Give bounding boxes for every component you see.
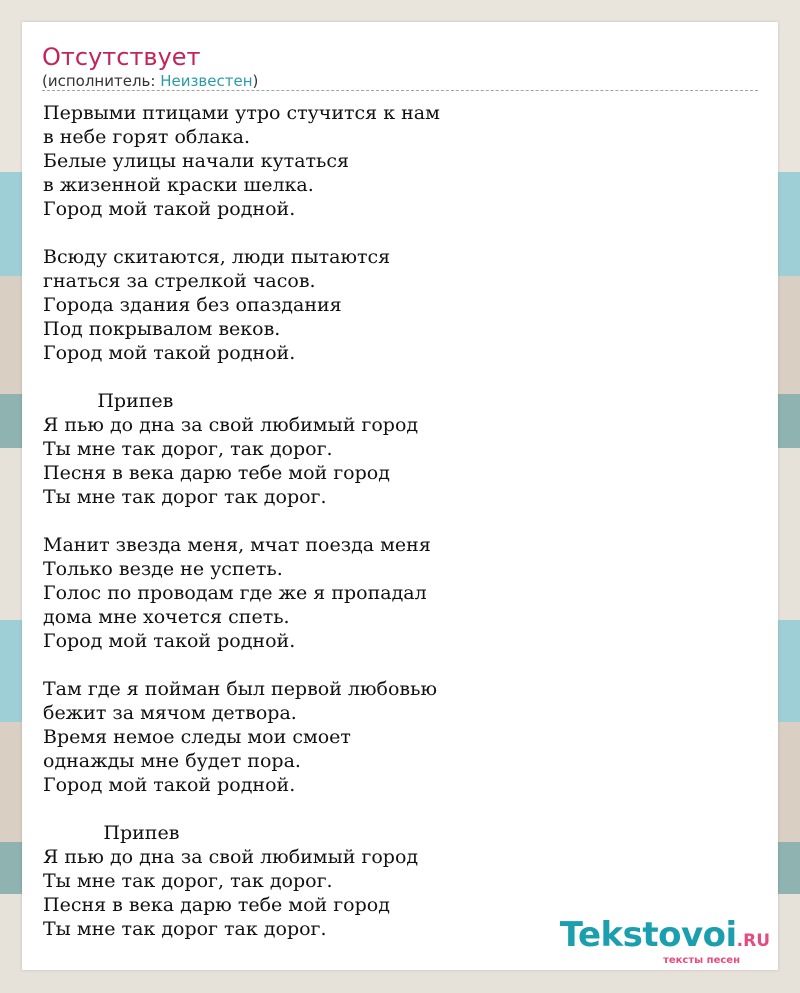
site-logo[interactable]: [560, 917, 770, 966]
lyrics-line: бежит за мячом детвора.: [43, 702, 297, 724]
logo-tld: .RU: [736, 931, 770, 951]
lyrics-line: [43, 653, 743, 677]
lyrics-line: [43, 509, 743, 533]
lyrics-line: Голос по проводам где же я пропадал: [43, 582, 427, 604]
lyrics-line: Ты мне так дорог так дорог.: [43, 918, 327, 940]
lyrics-card: [22, 22, 778, 970]
lyrics-line: дома мне хочется спеть.: [43, 606, 290, 628]
lyrics-line: Ты мне так дорог, так дорог.: [43, 438, 333, 460]
artist-link[interactable]: Неизвестен: [160, 72, 253, 90]
lyrics-line: в жизенной краски шелка.: [43, 174, 314, 196]
lyrics-line: Там где я пойман был первой любовью: [43, 678, 438, 700]
lyrics-line: Ты мне так дорог так дорог.: [43, 486, 327, 508]
lyrics-line: Город мой такой родной.: [43, 342, 296, 364]
lyrics-line: Время немое следы мои смоет: [43, 726, 351, 748]
lyrics-line: [43, 365, 743, 389]
lyrics-line: Город мой такой родной.: [43, 630, 296, 652]
logo-name: Tekstovoi: [559, 915, 737, 955]
lyrics-line: [43, 797, 743, 821]
artist-suffix: ): [252, 72, 259, 90]
lyrics-line: Ты мне так дорог, так дорог.: [43, 870, 333, 892]
lyrics-line: гнаться за стрелкой часов.: [43, 270, 316, 292]
lyrics-line: Всюду скитаются, люди пытаются: [43, 246, 391, 268]
logo-tagline: тексты песен: [663, 955, 740, 966]
chorus-heading: Припев: [43, 390, 174, 412]
lyrics-line: Манит звезда меня, мчат поезда меня: [43, 534, 431, 556]
song-title: Отсутствует: [42, 43, 201, 71]
logo-wordmark: [560, 917, 770, 959]
lyrics-line: Город мой такой родной.: [43, 774, 296, 796]
lyrics-line: Первыми птицами утро стучится к нам: [43, 102, 440, 124]
lyrics-line: Я пью до дна за свой любимый город: [43, 414, 419, 436]
lyrics-line: Под покрывалом веков.: [43, 318, 281, 340]
artist-prefix: (исполнитель:: [42, 72, 161, 90]
lyrics-text: [43, 101, 743, 941]
lyrics-line: Песня в века дарю тебе мой город: [43, 894, 390, 916]
lyrics-line: Я пью до дна за свой любимый город: [43, 846, 419, 868]
lyrics-line: Белые улицы начали кутаться: [43, 150, 350, 172]
chorus-heading: Припев: [43, 822, 180, 844]
lyrics-line: однажды мне будет пора.: [43, 750, 301, 772]
lyrics-line: [43, 221, 743, 245]
lyrics-line: в небе горят облака.: [43, 126, 250, 148]
lyrics-line: Песня в века дарю тебе мой город: [43, 462, 390, 484]
lyrics-line: Только везде не успеть.: [43, 558, 283, 580]
lyrics-line: Города здания без опаздания: [43, 294, 342, 316]
header-divider: [42, 90, 758, 91]
artist-line: [42, 71, 258, 91]
lyrics-line: Город мой такой родной.: [43, 198, 296, 220]
